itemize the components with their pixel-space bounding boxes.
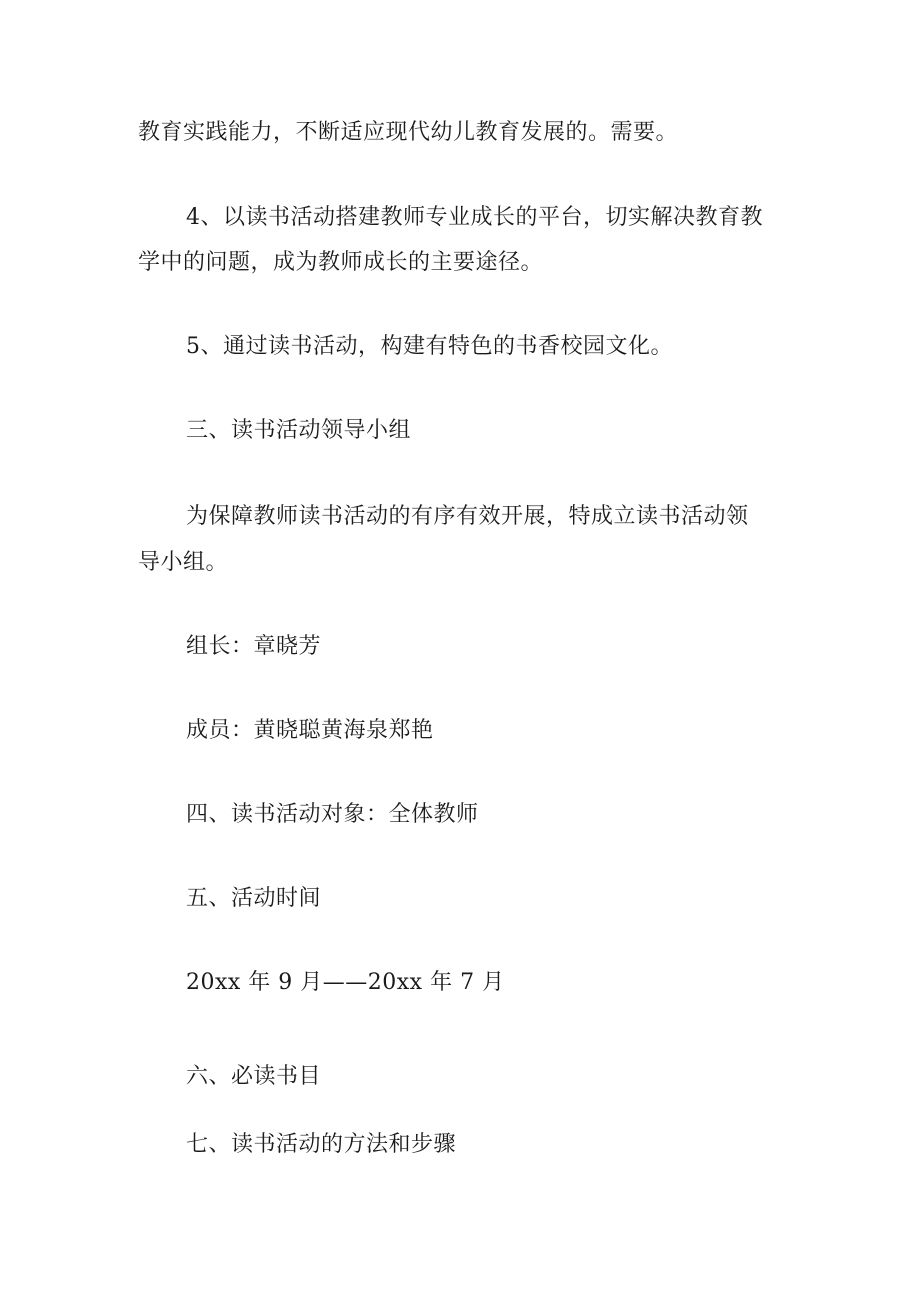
paragraph-line: 组长：章晓芳 [186,634,322,659]
paragraph-line: 5、通过读书活动，构建有特色的书香校园文化。 [186,334,673,359]
section-heading: 七、读书活动的方法和步骤 [186,1132,457,1157]
section-heading: 五、活动时间 [186,886,322,911]
paragraph-line: 为保障教师读书活动的有序有效开展，特成立读书活动领 [186,504,749,529]
section-heading: 六、必读书目 [186,1064,322,1089]
section-heading: 四、读书活动对象：全体教师 [186,802,479,827]
paragraph-line: 学中的问题，成为教师成长的主要途径。 [138,250,544,275]
paragraph-line: 导小组。 [138,550,229,575]
section-heading: 三、读书活动领导小组 [186,418,412,443]
paragraph-line: 4、以读书活动搭建教师专业成长的平台，切实解决教育教 [186,205,763,230]
paragraph-line: 成员：黄晓聪黄海泉郑艳 [186,718,434,743]
paragraph-line: 20xx 年 9 月——20xx 年 7 月 [186,970,505,995]
paragraph-line: 教育实践能力，不断适应现代幼儿教育发展的。需要。 [138,120,679,145]
